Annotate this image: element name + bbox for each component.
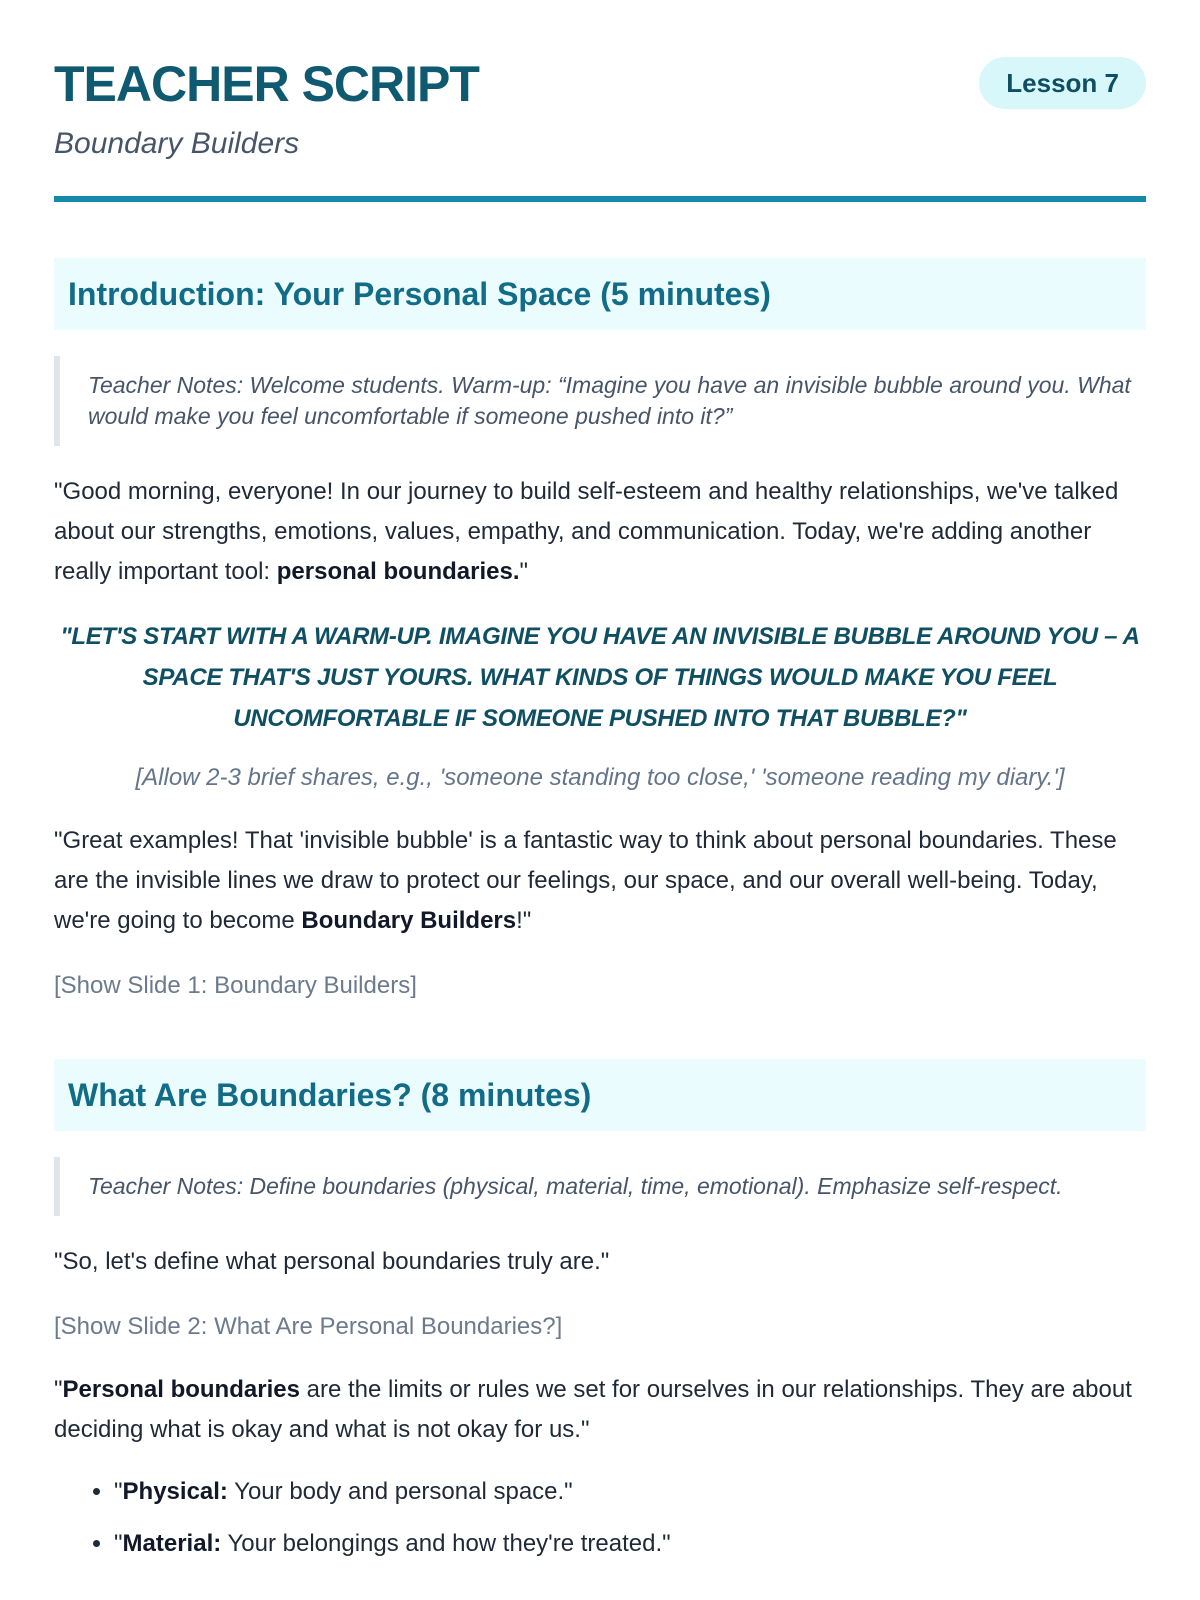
list-item-text: " [114, 1530, 123, 1557]
slide-cue: [Show Slide 2: What Are Personal Boundaries?] [54, 1313, 563, 1340]
emphasis-text: Personal boundaries [62, 1376, 300, 1403]
list-item-term: Physical: [122, 1478, 228, 1505]
script-paragraph [54, 821, 1146, 941]
script-paragraph [54, 1370, 1146, 1450]
paragraph-text: "Good morning, everyone! In our journey to build self-esteem and healthy relationships, we've talked about our strengths, emotions, values, empathy, and communication. Today, we're adding another really important tool: [54, 478, 1119, 585]
paragraph-text: "Great examples! That 'invisible bubble' is a fantastic way to think about personal boundaries. These are the invisible lines we draw to protect our feelings, our space, and our overall well-being. Today, we're going to become [54, 827, 1117, 934]
teacher-notes: Teacher Notes: Welcome students. Warm-up: “Imagine you have an invisible bubble around you. What would make you feel uncomfortable if someone pushed into it?” [54, 356, 1146, 446]
section-heading-what-are-boundaries [54, 1059, 1146, 1131]
emphasis-text: Boundary Builders [301, 907, 517, 934]
slide-cue: [Show Slide 1: Boundary Builders] [54, 972, 417, 999]
teacher-notes: Teacher Notes: Define boundaries (physical, material, time, emotional). Emphasize self-respect. [54, 1157, 1146, 1216]
section-heading-introduction [54, 258, 1146, 330]
document-header [54, 0, 1146, 160]
document-title: TEACHER SCRIPT [54, 56, 479, 112]
paragraph-text: are the limits or rules we set for ourselves in our relationships. They are about deciding what is okay and what is not okay for us." [54, 1376, 1132, 1443]
header-divider [54, 196, 1146, 202]
script-paragraph: "So, let's define what personal boundaries truly are." [54, 1248, 610, 1275]
lesson-badge: Lesson 7 [979, 57, 1146, 109]
paragraph-text: " [519, 558, 529, 585]
list-item-term: Material: [122, 1530, 222, 1557]
list-item [114, 1474, 1146, 1510]
stage-direction: [Allow 2-3 brief shares, e.g., 'someone standing too close,' 'someone reading my diary.'] [135, 764, 1065, 791]
list-item-text: Your belongings and how they're treated." [221, 1530, 671, 1557]
paragraph-text: !" [516, 907, 532, 934]
emphasis-text: personal boundaries. [276, 558, 520, 585]
section-heading-text: What Are Boundaries? (8 minutes) [68, 1076, 592, 1113]
warm-up-callout: "LET'S START WITH A WARM-UP. IMAGINE YOU HAVE AN INVISIBLE BUBBLE AROUND YOU – A SPACE THAT'S JUST YOURS. WHAT KINDS OF THINGS WOULD MAKE YOU FEEL UNCOMFORTABLE IF SOMEONE PUSHED INTO THAT BUBBLE?" [60, 623, 1140, 732]
list-item-text: " [114, 1478, 123, 1505]
boundary-types-list [54, 1474, 1146, 1562]
document-subtitle: Boundary Builders [54, 127, 300, 160]
list-item [114, 1526, 1146, 1562]
paragraph-text: " [54, 1376, 63, 1403]
script-paragraph [54, 472, 1146, 592]
section-heading-text: Introduction: Your Personal Space (5 minutes) [68, 275, 771, 312]
list-item-text: Your body and personal space." [227, 1478, 573, 1505]
